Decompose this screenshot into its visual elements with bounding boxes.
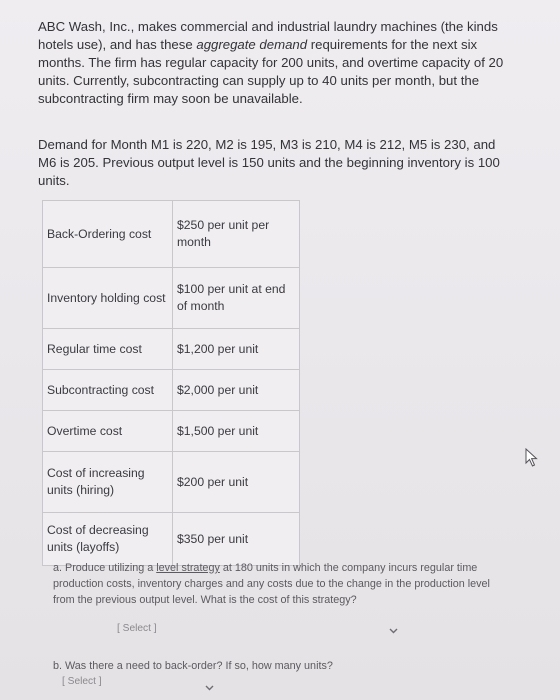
cost-label: Back-Ordering cost (43, 201, 173, 268)
chevron-down-icon[interactable] (205, 683, 214, 694)
question-a-text: at 180 units in which the company incurs regular time production costs, inventory charges and any costs due to the change in the production level from the previous output level. What is the cost of this strategy? (53, 562, 490, 606)
cost-value: $350 per unit (173, 513, 300, 566)
cost-value: $250 per unit per month (173, 201, 300, 268)
cost-value: $100 per unit at end of month (173, 268, 300, 329)
table-row (43, 329, 300, 370)
chevron-down-icon[interactable] (389, 626, 398, 637)
table-row (43, 370, 300, 411)
cost-value: $1,200 per unit (173, 329, 300, 370)
cost-value: $1,500 per unit (173, 411, 300, 452)
question-b-answer-select[interactable] (62, 676, 222, 687)
cost-label: Cost of increasing units (hiring) (43, 452, 173, 513)
cost-label: Overtime cost (43, 411, 173, 452)
select-placeholder: [ Select ] (62, 676, 102, 687)
question-a (53, 560, 493, 608)
cost-value: $200 per unit (173, 452, 300, 513)
cost-label: Cost of decreasing units (layoffs) (43, 513, 173, 566)
table-row (43, 513, 300, 566)
problem-paragraph-1 (38, 18, 516, 108)
mouse-cursor-icon (524, 448, 540, 468)
table-row (43, 268, 300, 329)
problem-text-1b: requirements for the next six months. The firm has regular capacity for 200 units, and overtime capacity of 20 units. Currently, subcontracting can supply up to 40 units per month, but the subcontracting firm may soon be unavailable. (38, 37, 504, 106)
table-row (43, 201, 300, 268)
question-a-prefix: a. Produce utilizing a (53, 562, 157, 574)
cost-label: Inventory holding cost (43, 268, 173, 329)
cost-label: Subcontracting cost (43, 370, 173, 411)
cost-table (42, 200, 300, 566)
problem-text-1a: ABC Wash, Inc., makes commercial and industrial laundry machines (the kinds hotels use), and has these (38, 19, 498, 52)
table-row (43, 411, 300, 452)
table-row (43, 452, 300, 513)
problem-paragraph-2: Demand for Month M1 is 220, M2 is 195, M3 is 210, M4 is 212, M5 is 230, and M6 is 205. Previous output level is 150 units and the beginning inventory is 100 units. (38, 137, 500, 188)
aggregate-demand-emphasis: aggregate demand (196, 37, 308, 52)
level-strategy-link[interactable]: level strategy (156, 562, 220, 574)
cost-label: Regular time cost (43, 329, 173, 370)
select-placeholder: [ Select ] (117, 623, 157, 634)
cost-value: $2,000 per unit (173, 370, 300, 411)
question-b: b. Was there a need to back-order? If so, how many units? (53, 660, 333, 672)
